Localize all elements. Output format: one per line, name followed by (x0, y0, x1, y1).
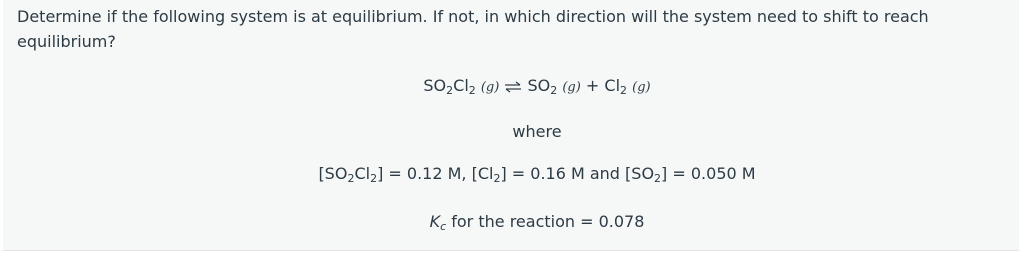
plus-sign: + (585, 76, 600, 95)
conc-cl2-text: ] = 0.12 M, [Cl (377, 164, 494, 183)
reactant-phase: (g) (480, 80, 500, 95)
conc-so2-value: ] = 0.050 M (661, 164, 756, 183)
kc-symbol: K (429, 212, 441, 231)
product-cl-phase: (g) (632, 80, 651, 95)
conc-so2-sub: 2 (654, 172, 662, 185)
reactant-cl: Cl (453, 76, 469, 95)
product-cl: Cl (604, 76, 621, 95)
product-so: SO (527, 76, 551, 95)
conc-so2cl2-sub1: 2 (347, 172, 355, 185)
where-label: where (512, 122, 562, 141)
conc-so2cl2-sub2: 2 (370, 172, 378, 185)
kc-line (3, 211, 1022, 233)
conc-cl2-sub: 2 (493, 172, 501, 185)
reaction-equation (3, 75, 1022, 99)
product-cl-subscript: 2 (620, 84, 628, 97)
concentrations-line (3, 163, 1022, 185)
reactant-so: SO (423, 76, 447, 95)
question-prompt: Determine if the following system is at equilibrium. If not, in which direction will the system need to shift to reach equilibrium? (17, 7, 929, 51)
conc-so2-text: ] = 0.16 M and [SO (500, 164, 655, 183)
reactant-subscript-2: 2 (468, 84, 476, 97)
product-so-phase: (g) (562, 80, 581, 95)
equilibrium-arrow-icon (504, 77, 522, 99)
question-panel (3, 0, 1019, 251)
product-so-subscript: 2 (550, 84, 558, 97)
kc-subscript: c (440, 220, 447, 233)
conc-so2cl2-mid: Cl (354, 164, 371, 183)
reactant-subscript-1: 2 (446, 84, 454, 97)
conc-so2cl2-open: [SO (318, 164, 348, 183)
kc-value-text: for the reaction = 0.078 (446, 212, 645, 231)
